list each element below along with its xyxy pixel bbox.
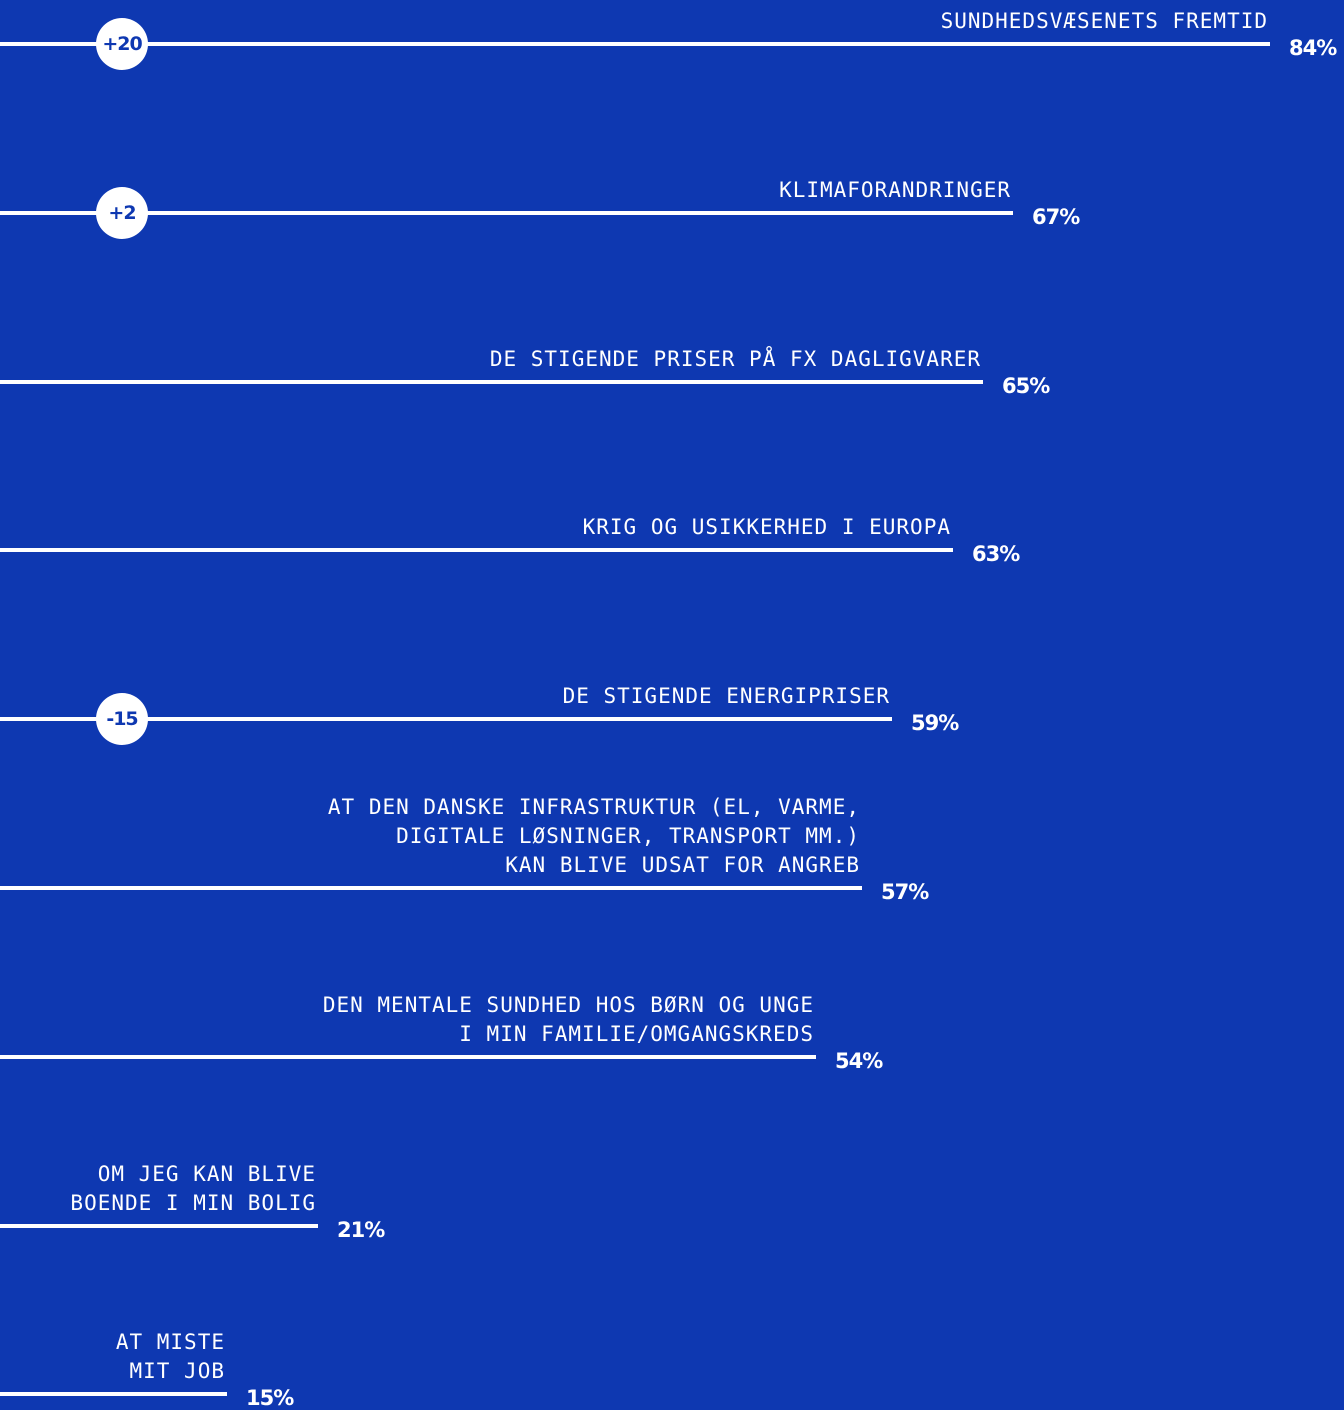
category-label: KRIG OG USIKKERHED I EUROPA [582,515,951,539]
category-label: AT DEN DANSKE INFRASTRUKTUR (EL, VARME, DIGITALE LØSNINGER, TRANSPORT MM.) KAN BLIVE UDSAT FOR ANGREB [327,795,860,877]
value-label: 59% [911,711,959,735]
change-badge: +2 [96,187,148,239]
value-label: 15% [246,1386,294,1410]
category-label: DE STIGENDE ENERGIPRISER [562,684,890,708]
category-label: SUNDHEDSVÆSENETS FREMTID [940,9,1268,33]
bar [0,1055,816,1059]
value-label: 84% [1289,36,1337,60]
value-label: 65% [1002,374,1050,398]
value-label: 57% [881,880,929,904]
change-badge: +20 [96,18,148,70]
value-label: 21% [337,1218,385,1242]
bar [0,42,1270,46]
category-label: AT MISTE MIT JOB [115,1330,225,1383]
change-badge: -15 [96,693,148,745]
value-label: 67% [1032,205,1080,229]
category-label: OM JEG KAN BLIVE BOENDE I MIN BOLIG [70,1162,316,1215]
bar [0,886,862,890]
bar [0,548,953,552]
value-label: 54% [835,1049,883,1073]
category-label: DEN MENTALE SUNDHED HOS BØRN OG UNGE I MIN FAMILIE/OMGANGSKREDS [322,993,814,1046]
value-label: 63% [972,542,1020,566]
category-label: KLIMAFORANDRINGER [779,178,1011,202]
bar [0,1224,318,1228]
bar [0,1392,227,1396]
bar [0,211,1013,215]
bar [0,380,983,384]
category-label: DE STIGENDE PRISER PÅ FX DAGLIGVARER [489,347,981,371]
